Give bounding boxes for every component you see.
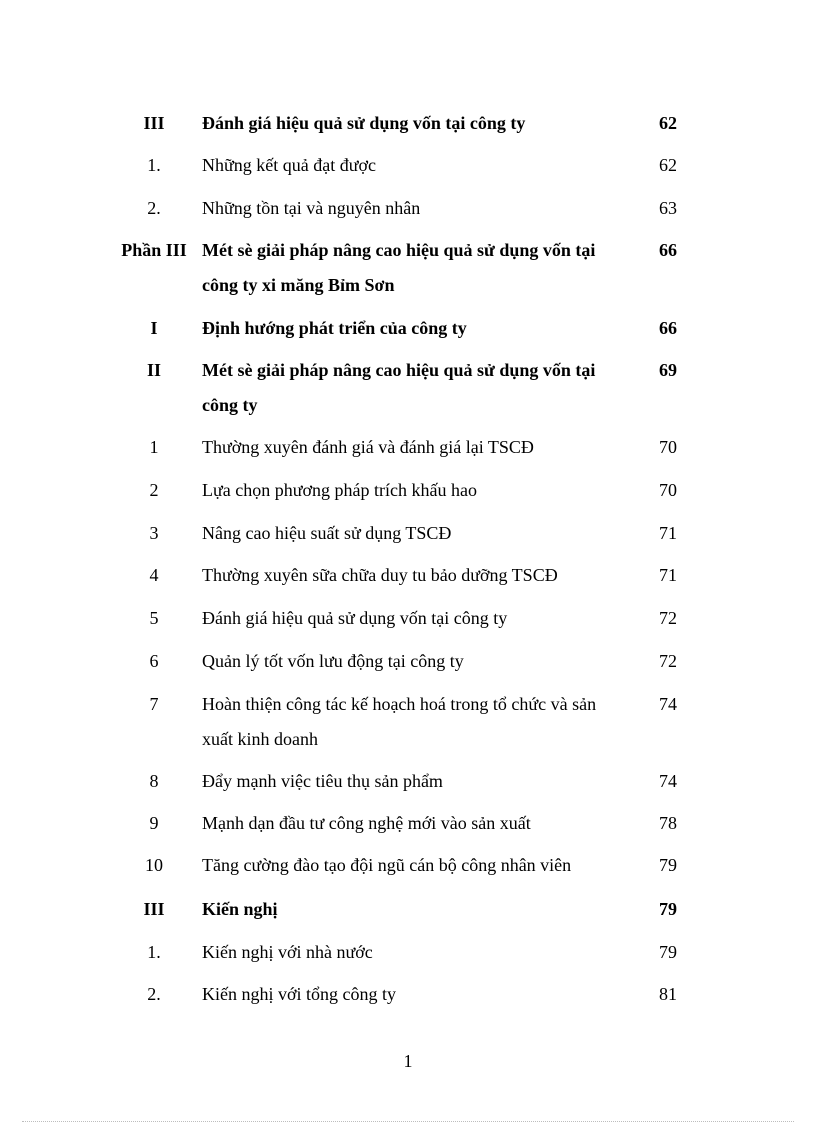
toc-entry-title: Kiến nghị: [202, 899, 278, 919]
toc-entry-title: Kiến nghị với nhà nước: [202, 942, 373, 962]
toc-entry-title: Kiến nghị với tổng công ty: [202, 984, 397, 1004]
toc-entry-number: III: [143, 113, 165, 133]
toc-entry-page: 69: [659, 360, 677, 380]
toc-entry-page: 70: [659, 437, 677, 457]
toc-entry-page: 74: [659, 771, 677, 791]
toc-entry-page: 79: [659, 942, 677, 962]
toc-entry-title: Thường xuyên sữa chữa duy tu bảo dưỡng TSCĐ: [202, 565, 558, 585]
toc-entry-number: 4: [149, 565, 159, 585]
toc-entry-page: 72: [659, 608, 677, 628]
toc-entry-page: 70: [659, 480, 677, 500]
toc-entry-page: 66: [659, 240, 677, 260]
toc-entry-page: 74: [659, 694, 677, 714]
toc-entry-title: Tăng cường đào tạo đội ngũ cán bộ công nhân viên: [202, 855, 572, 875]
toc-entry-page: 63: [659, 198, 677, 218]
toc-entry-title: Đẩy mạnh việc tiêu thụ sản phẩm: [202, 771, 443, 791]
page-number: 1: [403, 1051, 413, 1071]
toc-entry-number: 1: [149, 437, 159, 457]
toc-entry-page: 62: [659, 155, 677, 175]
toc-entry-title: Hoàn thiện công tác kế hoạch hoá trong tổ chức và sản xuất kinh doanh: [202, 694, 597, 749]
toc-entry-title: Lựa chọn phương pháp trích khấu hao: [202, 480, 477, 500]
toc-entry-title: Quản lý tốt vốn lưu động tại công ty: [202, 651, 464, 671]
toc-entry-number: 2: [149, 480, 159, 500]
toc-entry-page: 79: [659, 899, 677, 919]
toc-entry-number: 2.: [147, 198, 161, 218]
toc-entry-number: Phần III: [121, 240, 187, 260]
toc-entry-page: 79: [659, 855, 677, 875]
toc-entry-page: 72: [659, 651, 677, 671]
toc-entry-title: Đánh giá hiệu quả sử dụng vốn tại công ty: [202, 113, 526, 133]
toc-entry-title: Thường xuyên đánh giá và đánh giá lại TSCĐ: [202, 437, 534, 457]
toc-entry-number: III: [143, 899, 165, 919]
toc-entry-page: 62: [659, 113, 677, 133]
toc-entry-title: Đánh giá hiệu quả sử dụng vốn tại công ty: [202, 608, 508, 628]
toc-entry-title: Mét sè giải pháp nâng cao hiệu quả sử dụng vốn tại công ty: [202, 360, 596, 415]
toc-entry-page: 71: [659, 523, 677, 543]
toc-entry-number: 10: [145, 855, 163, 875]
toc-entry-page: 66: [659, 318, 677, 338]
toc-entry-page: 78: [659, 813, 677, 833]
toc-entry-number: 6: [149, 651, 159, 671]
toc-entry-number: 7: [149, 694, 159, 714]
toc-entry-page: 71: [659, 565, 677, 585]
toc-entry-page: 81: [659, 984, 677, 1004]
toc-entry-number: I: [150, 318, 158, 338]
toc-entry-number: II: [146, 360, 161, 380]
toc-entry-number: 1.: [147, 942, 161, 962]
toc-entry-title: Mét sè giải pháp nâng cao hiệu quả sử dụng vốn tại công ty xi măng Bỉm Sơn: [202, 240, 596, 295]
toc-entry-number: 8: [149, 771, 159, 791]
page-bottom-divider: [22, 1121, 794, 1122]
toc-entry-title: Những kết quả đạt được: [202, 155, 376, 175]
toc-entry-title: Nâng cao hiệu suất sử dụng TSCĐ: [202, 523, 452, 543]
toc-entry-title: Những tồn tại và nguyên nhân: [202, 198, 421, 218]
toc-entry-number: 1.: [147, 155, 161, 175]
toc-entry-title: Định hướng phát triển của công ty: [202, 318, 467, 338]
toc-entry-number: 3: [149, 523, 159, 543]
toc-entry-number: 2.: [147, 984, 161, 1004]
toc-entry-number: 5: [149, 608, 159, 628]
toc-entry-title: Mạnh dạn đầu tư công nghệ mới vào sản xuất: [202, 813, 531, 833]
toc-entry-number: 9: [149, 813, 159, 833]
